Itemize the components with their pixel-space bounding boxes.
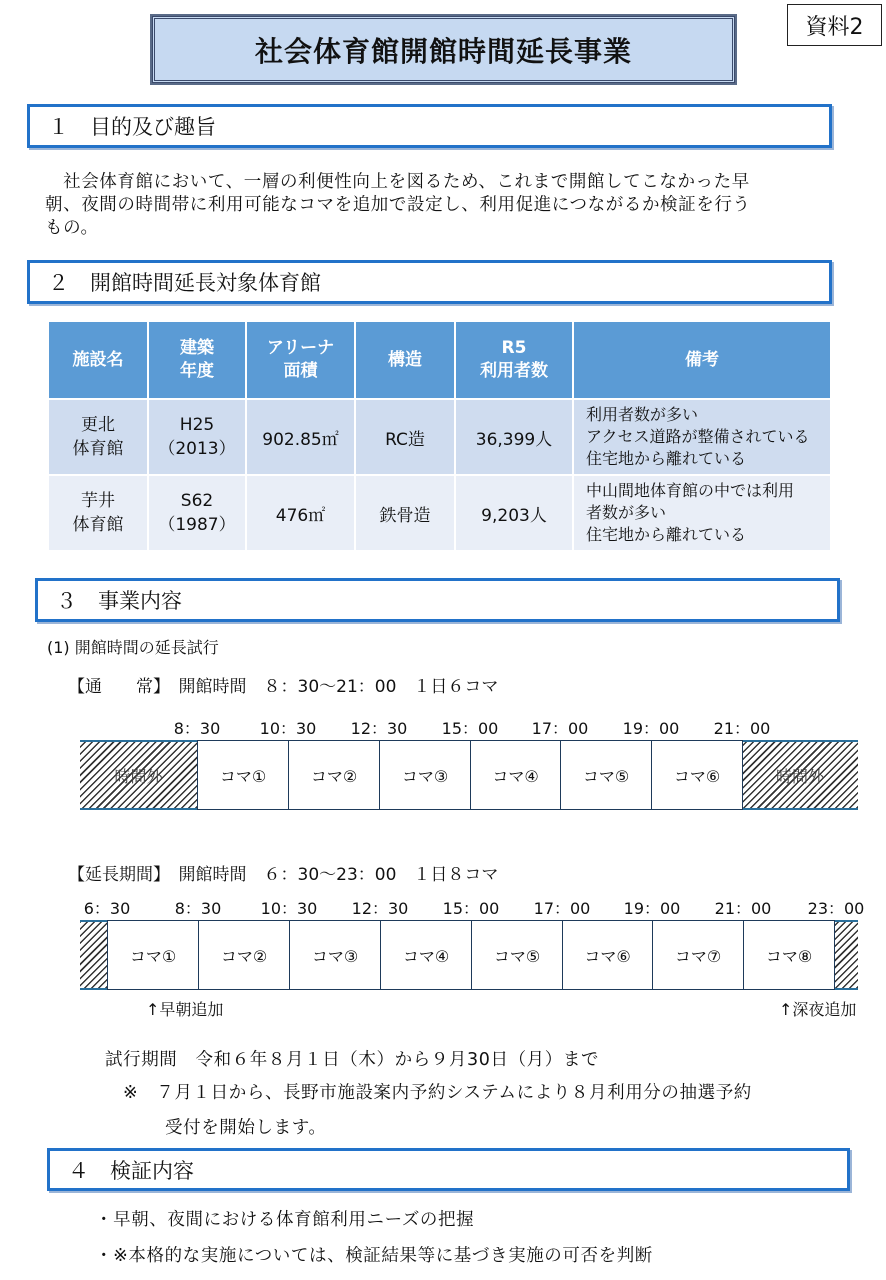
section3-heading: ３ 事業内容 <box>35 578 840 622</box>
section1-line: 朝、夜間の時間帯に利用可能なコマを追加で設定し、利用促進につながるか検証を行う <box>45 195 751 215</box>
time-label: 19：00 <box>623 899 681 918</box>
table-row <box>48 399 831 475</box>
build-year: S62 （1987） <box>148 475 246 551</box>
bullet-item: ・早朝、夜間における体育館利用ニーズの把握 <box>95 1210 475 1230</box>
header-cell: 施設名 <box>48 321 148 399</box>
notes: 利用者数が多い アクセス道路が整備されている 住宅地から離れている <box>573 399 831 475</box>
slot-cell: コマ① <box>197 740 289 810</box>
time-label: 12：30 <box>350 719 408 738</box>
time-label: 8：30 <box>173 719 221 738</box>
normal-hours-label: 【通 常】 開館時間 ８：30〜21：00 １日６コマ <box>68 677 499 697</box>
slot-cell: コマ⑤ <box>560 740 652 810</box>
late-note: ↑深夜追加 <box>779 1000 857 1019</box>
outside-hours <box>834 922 858 988</box>
slot-cell: コマ⑥ <box>562 920 653 990</box>
document-tag: 資料2 <box>787 4 882 46</box>
section2-heading: ２ 開館時間延長対象体育館 <box>27 260 832 304</box>
slot-cell: コマ② <box>288 740 380 810</box>
header-cell: アリーナ 面積 <box>246 321 355 399</box>
header-cell: 備考 <box>573 321 831 399</box>
slot-cell: コマ③ <box>289 920 381 990</box>
facility-table <box>47 320 832 552</box>
section1-heading: １ 目的及び趣旨 <box>27 104 832 148</box>
slot-cell: コマ⑥ <box>651 740 743 810</box>
time-label: 12：30 <box>351 899 409 918</box>
arena-area: 902.85㎡ <box>246 399 355 475</box>
header-cell: 建築 年度 <box>148 321 246 399</box>
time-label: 10：30 <box>260 899 318 918</box>
outside-hours <box>80 922 107 988</box>
structure: RC造 <box>355 399 455 475</box>
section4-heading: ４ 検証内容 <box>47 1148 850 1191</box>
early-note: ↑早朝追加 <box>146 1000 224 1019</box>
slot-cell: コマ⑦ <box>652 920 744 990</box>
time-label: 17：00 <box>533 899 591 918</box>
slot-cell: コマ① <box>107 920 199 990</box>
time-label: 10：30 <box>259 719 317 738</box>
build-year: H25 （2013） <box>148 399 246 475</box>
slot-cell: コマ⑧ <box>743 920 835 990</box>
slot-cell: コマ③ <box>379 740 471 810</box>
time-label: 15：00 <box>442 899 500 918</box>
trial-period: 試行期間 令和６年８月１日（木）から９月30日（月）まで <box>105 1050 600 1070</box>
reservation-note: ※ ７月１日から、長野市施設案内予約システムにより８月利用分の抽選予約 <box>123 1083 752 1103</box>
notes: 中山間地体育館の中では利用 者数が多い 住宅地から離れている <box>573 475 831 551</box>
facility-name: 更北 体育館 <box>48 399 148 475</box>
outside-hours: 時間外 <box>742 742 858 808</box>
page-title: 社会体育館開館時間延長事業 <box>152 16 735 83</box>
slot-cell: コマ④ <box>380 920 472 990</box>
time-label: 23：00 <box>807 899 865 918</box>
subsection-title: (1) 開館時間の延長試行 <box>47 638 219 657</box>
time-label: 6：30 <box>83 899 131 918</box>
slot-cell: コマ⑤ <box>471 920 563 990</box>
arena-area: 476㎡ <box>246 475 355 551</box>
reservation-note-cont: 受付を開始します。 <box>165 1118 327 1138</box>
header-cell: 構造 <box>355 321 455 399</box>
time-label: 17：00 <box>531 719 589 738</box>
time-label: 21：00 <box>714 899 772 918</box>
table-row <box>48 475 831 551</box>
extended-hours-label: 【延長期間】 開館時間 ６：30〜23：00 １日８コマ <box>68 865 499 885</box>
slot-cell: コマ④ <box>470 740 561 810</box>
user-count: 9,203人 <box>455 475 573 551</box>
bullet-item: ・※本格的な実施については、検証結果等に基づき実施の可否を判断 <box>95 1246 653 1266</box>
time-label: 19：00 <box>622 719 680 738</box>
outside-hours: 時間外 <box>80 742 197 808</box>
header-cell: R5 利用者数 <box>455 321 573 399</box>
facility-name: 芋井 体育館 <box>48 475 148 551</box>
user-count: 36,399人 <box>455 399 573 475</box>
structure: 鉄骨造 <box>355 475 455 551</box>
time-label: 15：00 <box>441 719 499 738</box>
section1-line: もの。 <box>45 218 99 238</box>
section1-line: 社会体育館において、一層の利便性向上を図るため、これまで開館してこなかった早 <box>45 172 750 192</box>
time-label: 8：30 <box>174 899 222 918</box>
timeline-bar <box>80 740 858 810</box>
time-label: 21：00 <box>713 719 771 738</box>
timeline-bar <box>80 920 858 990</box>
slot-cell: コマ② <box>198 920 290 990</box>
